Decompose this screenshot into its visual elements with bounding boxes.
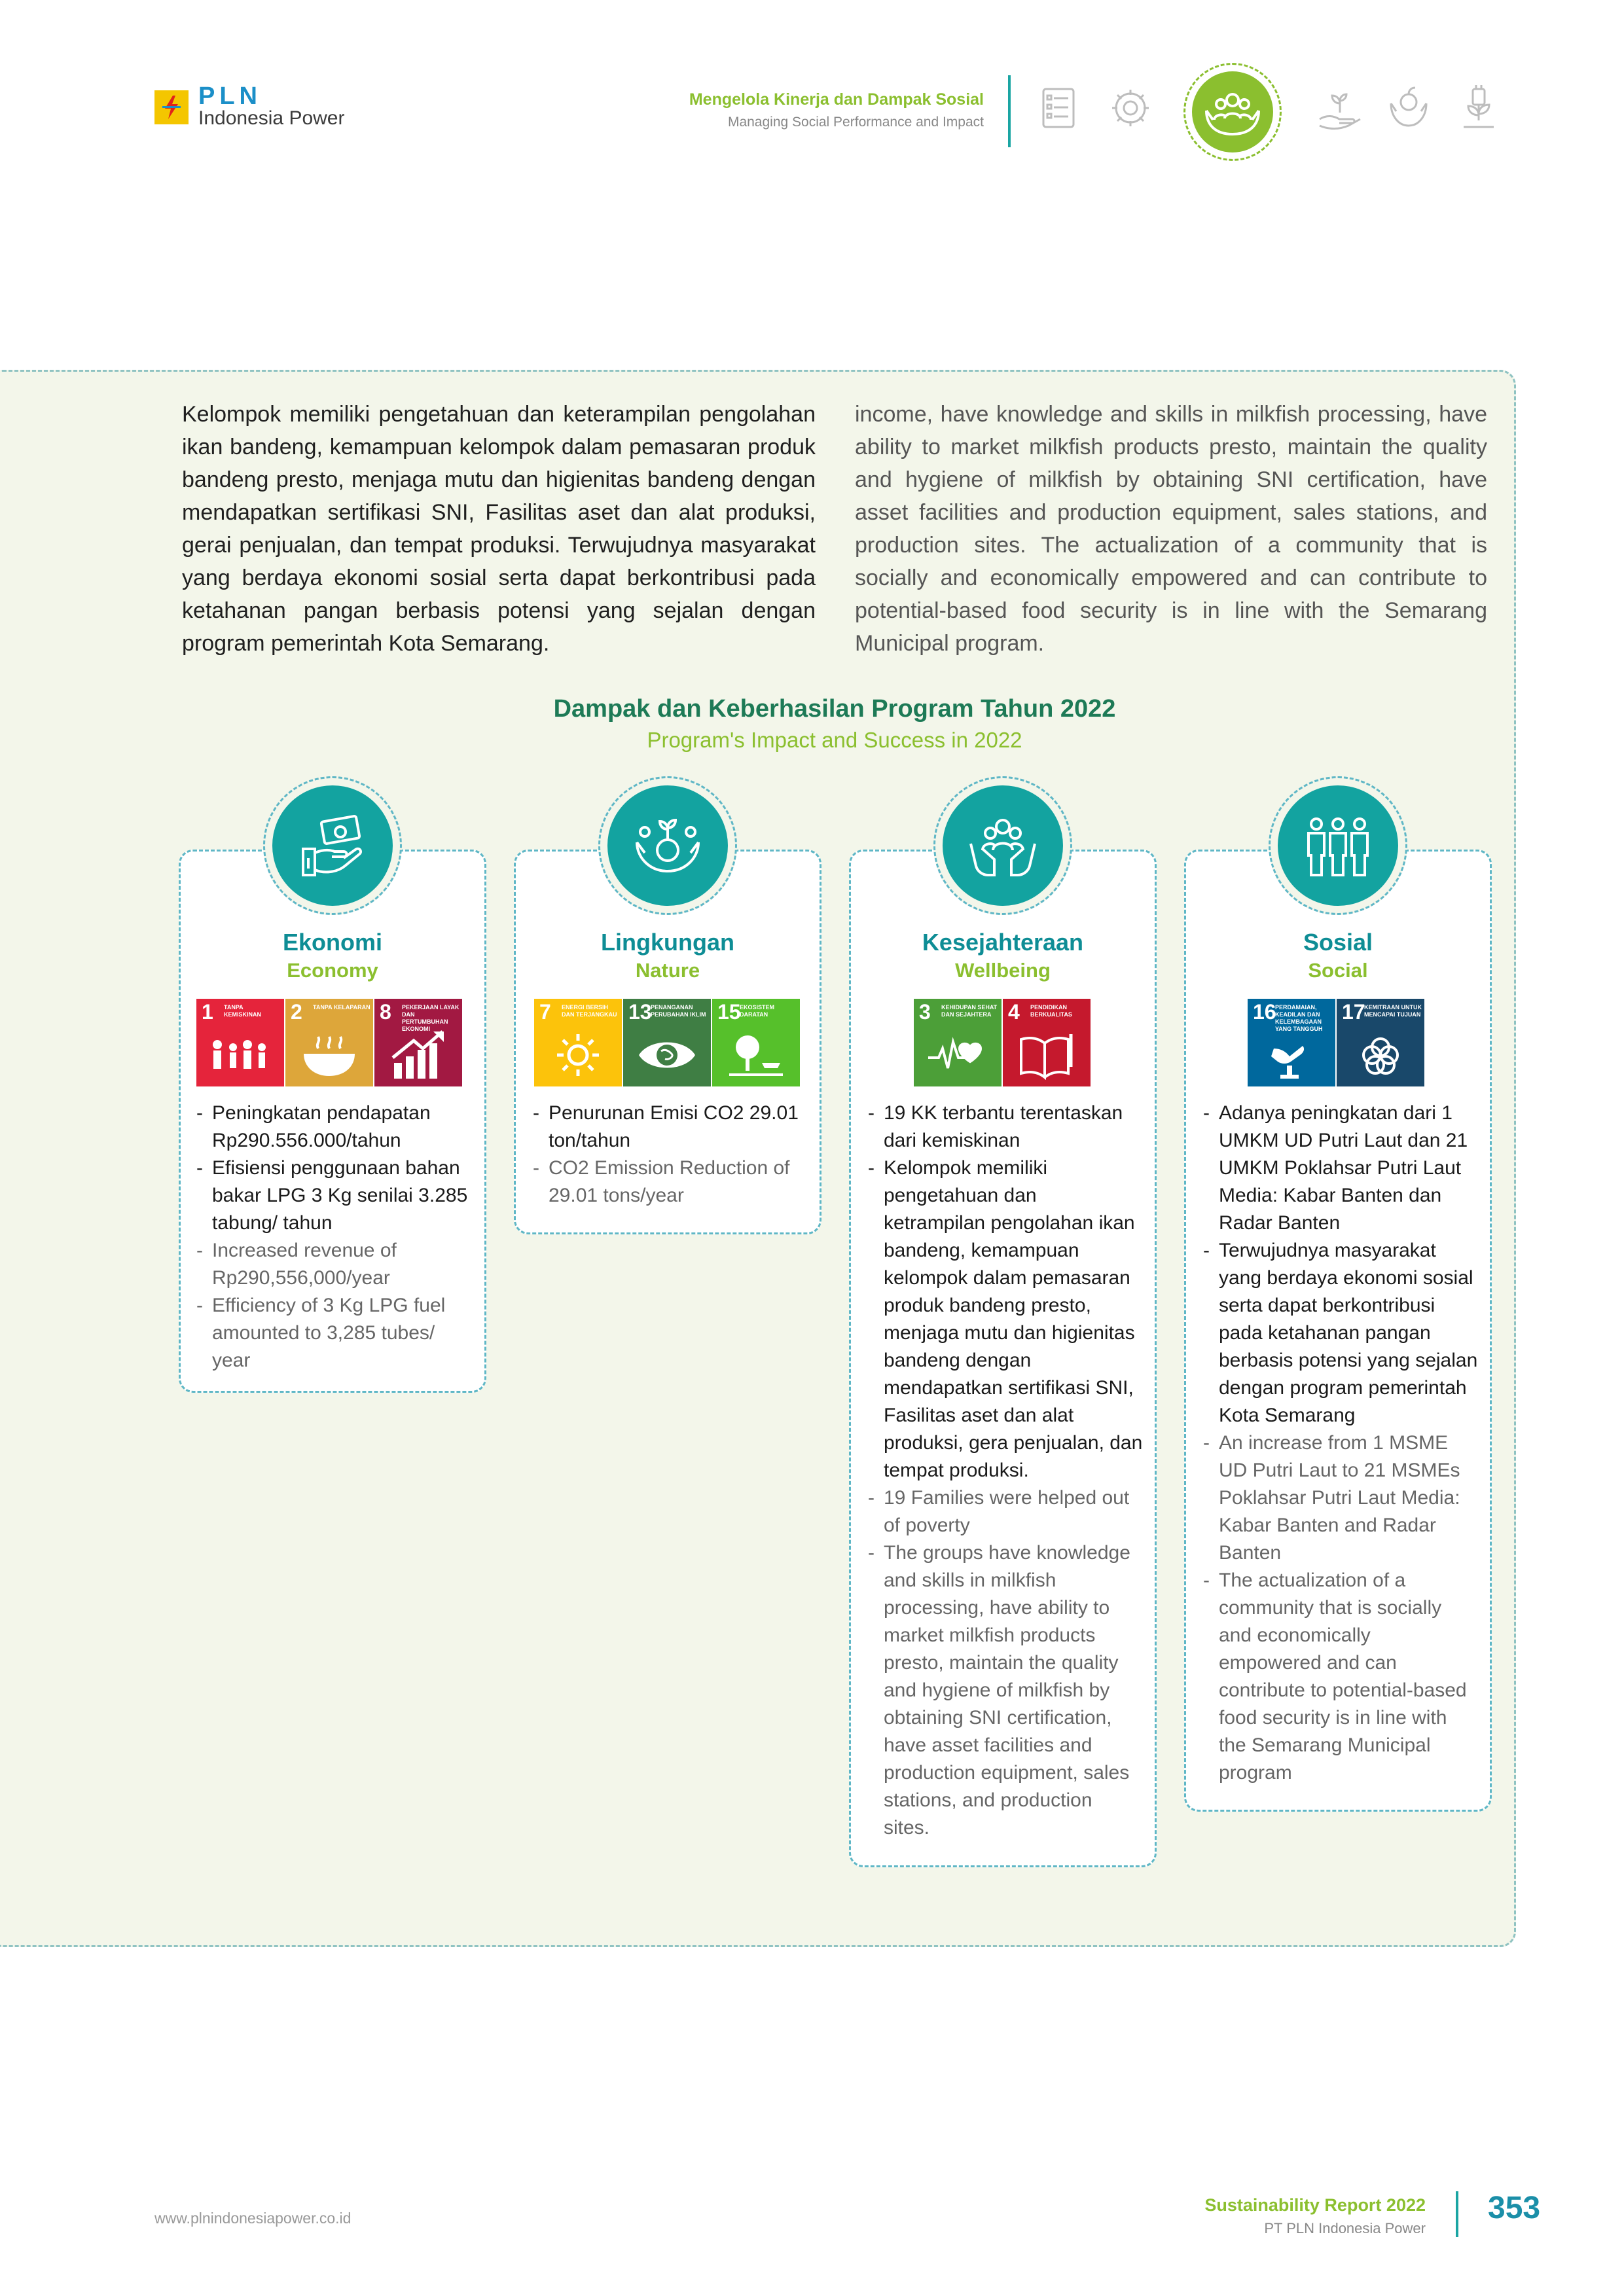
sdg-label: KEHIDUPAN SEHAT DAN SEJAHTERA <box>941 1004 998 1018</box>
sdg-2-icon <box>285 999 373 1086</box>
list-item: - CO2 Emission Reduction of 29.01 tons/year <box>533 1155 808 1210</box>
sdg-label: EKOSISTEM DARATAN <box>740 1004 775 1018</box>
money-hand-icon <box>272 785 393 906</box>
paragraph-indonesian: Kelompok memiliki pengetahuan dan keterampilan pengolahan ikan bandeng, kemampuan kelompok dalam pemasaran produk bandeng presto, menjaga mutu dan higienitas bandeng dengan mendapatkan sertifikasi SNI, Fasilitas aset dan alat produksi, gerai penjualan, dan tempat produksi. Terwujudnya masyarakat yang berdaya ekonomi sosial serta dapat berkontribusi pada ketahanan pangan berbasis potensi yang sejalan dengan program pemerintah Kota Semarang. <box>182 402 816 656</box>
sdg-number: 2 <box>291 1000 302 1024</box>
header-divider <box>1008 75 1011 147</box>
list-item: - The groups have knowledge and skills in milkfish processing, have ability to market milkfish products presto, maintain the quality and hygiene of milkfish by obtaining SNI certification, have asset facilities and production equipment, sales stations, and production sites. <box>868 1539 1143 1842</box>
group-people-icon <box>1278 785 1398 906</box>
sdg-7-icon <box>534 999 622 1086</box>
sdg-number: 4 <box>1008 1000 1020 1024</box>
sdg-number: 17 <box>1342 1000 1365 1024</box>
sdg-label: TANPA KEMISKINAN <box>224 1004 262 1018</box>
card-title: Kesejahteraan <box>922 929 1084 956</box>
list-item: - Peningkatan pendapatan Rp290.556.000/tahun <box>196 1100 471 1155</box>
leaf-people-icon[interactable] <box>1384 84 1433 132</box>
list-item: - An increase from 1 MSME UD Putri Laut to 21 MSMEs Poklahsar Putri Laut Media: Kabar Banten and Radar Banten <box>1203 1429 1478 1567</box>
section-subtitle: Program's Impact and Success in 2022 <box>647 728 1022 752</box>
sdg-4-icon <box>1003 999 1091 1086</box>
logo-subtitle: Indonesia Power <box>198 107 345 129</box>
sdg-16-icon <box>1248 999 1335 1086</box>
chapter-subtitle: Managing Social Performance and Impact <box>727 115 984 130</box>
list-item: - 19 Families were helped out of poverty <box>868 1484 1143 1539</box>
card-title: Lingkungan <box>601 929 734 956</box>
sdg-label: TANPA KELAPARAN <box>313 1004 370 1011</box>
company-name: PT PLN Indonesia Power <box>1264 2220 1426 2236</box>
community-hands-icon[interactable] <box>1192 71 1273 152</box>
checklist-icon[interactable] <box>1034 84 1083 132</box>
sdg-number: 15 <box>717 1000 741 1024</box>
list-item: - Efficiency of 3 Kg LPG fuel amounted to 3,285 tubes/ year <box>196 1292 471 1374</box>
list-item: - 19 KK terbantu terentaskan dari kemiskinan <box>868 1100 1143 1155</box>
chapter-title: Mengelola Kinerja dan Dampak Sosial <box>689 90 984 109</box>
paragraph-english: income, have knowledge and skills in milkfish processing, have ability to market milkfish products presto, maintain the quality and hygiene of milkfish by obtaining SNI certification, have asset facilities and production equipment, sales stations, and production sites. The actualization of a community that is socially and economically empowered and can contribute to potential-based food security is in line with the Semarang Municipal program. <box>855 402 1487 656</box>
footer-divider <box>1456 2191 1458 2237</box>
sdg-3-icon <box>914 999 1001 1086</box>
sdg-number: 13 <box>628 1000 652 1024</box>
website-link[interactable]: www.plnindonesiapower.co.id <box>154 2210 352 2227</box>
list-item: - Adanya peningkatan dari 1 UMKM UD Putri Laut dan 21 UMKM Poklahsar Putri Laut Media: Kabar Banten dan Radar Banten <box>1203 1100 1478 1237</box>
earth-plant-hands-icon <box>607 785 728 906</box>
sdg-label: PERDAMAIAN, KEADILAN DAN KELEMBAGAAN YANG TANGGUH <box>1275 1004 1323 1032</box>
list-item: - Kelompok memiliki pengetahuan dan ketrampilan pengolahan ikan bandeng, kemampuan kelompok dalam pemasaran produk bandeng presto, menjaga mutu dan higienitas bandeng dengan mendapatkan sertifikasi SNI, Fasilitas aset dan alat produksi, gera penjualan, dan tempat produksi. <box>868 1155 1143 1484</box>
energy-plant-icon[interactable] <box>1454 84 1503 132</box>
card-items-social <box>1203 1100 1478 1787</box>
logo-brand: PLN <box>198 82 262 110</box>
people-hands-icon <box>943 785 1063 906</box>
card-title: Sosial <box>1303 929 1373 956</box>
sdg-label: KEMITRAAN UNTUK MENCAPAI TUJUAN <box>1364 1004 1422 1018</box>
sdg-1-icon <box>196 999 284 1086</box>
list-item: - Terwujudnya masyarakat yang berdaya ekonomi sosial serta dapat berkontribusi pada ketahanan pangan berbasis potensi yang sejalan dengan program pemerintah Kota Semarang <box>1203 1237 1478 1429</box>
sdg-label: PENDIDIKAN BERKUALITAS <box>1030 1004 1072 1018</box>
page-number: 353 <box>1488 2191 1541 2225</box>
card-items-economy <box>196 1100 471 1374</box>
card-items-nature <box>533 1100 808 1210</box>
report-title: Sustainability Report 2022 <box>1204 2195 1426 2215</box>
card-title: Ekonomi <box>282 929 382 956</box>
sdg-number: 16 <box>1253 1000 1276 1024</box>
sdg-number: 7 <box>539 1000 551 1024</box>
card-items-wellbeing <box>868 1100 1143 1842</box>
card-subtitle: Social <box>1308 959 1368 982</box>
card-subtitle: Nature <box>635 959 700 982</box>
gear-handshake-icon[interactable] <box>1106 84 1155 132</box>
sdg-number: 3 <box>919 1000 931 1024</box>
sdg-17-icon <box>1337 999 1424 1086</box>
sdg-label: ENERGI BERSIH DAN TERJANGKAU <box>562 1004 617 1018</box>
section-title: Dampak dan Keberhasilan Program Tahun 2022 <box>553 695 1116 723</box>
sdg-label: PENANGANAN PERUBAHAN IKLIM <box>651 1004 706 1018</box>
list-item: - Increased revenue of Rp290,556,000/year <box>196 1237 471 1292</box>
sdg-8-icon <box>374 999 462 1086</box>
card-subtitle: Wellbeing <box>955 959 1051 982</box>
list-item: - Penurunan Emisi CO2 29.01 ton/tahun <box>533 1100 808 1155</box>
sdg-number: 8 <box>380 1000 391 1024</box>
list-item: - Efisiensi penggunaan bahan bakar LPG 3 Kg senilai 3.285 tabung/ tahun <box>196 1155 471 1237</box>
list-item: - The actualization of a community that is socially and economically empowered and can contribute to potential-based food security is in line with the Semarang Municipal program <box>1203 1567 1478 1787</box>
sdg-15-icon <box>712 999 800 1086</box>
pln-logo-icon <box>154 90 189 124</box>
sdg-label: PEKERJAAN LAYAK DAN PERTUMBUHAN EKONOMI <box>402 1004 460 1032</box>
sdg-13-icon <box>623 999 711 1086</box>
plant-hand-icon[interactable] <box>1316 84 1364 132</box>
sdg-number: 1 <box>202 1000 213 1024</box>
card-subtitle: Economy <box>287 959 378 982</box>
